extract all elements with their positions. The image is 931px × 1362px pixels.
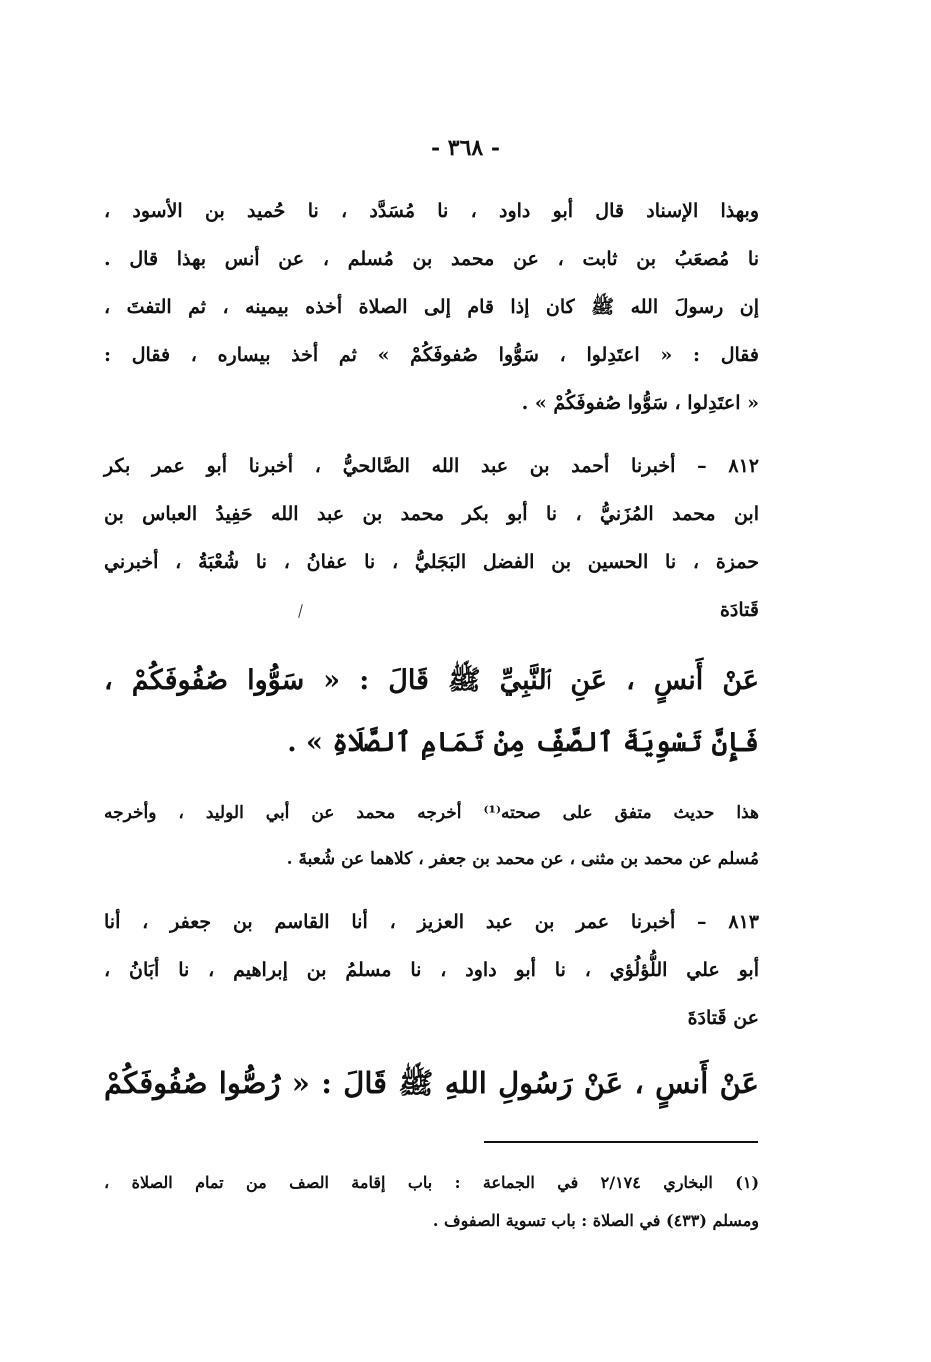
paragraph-hadith-812 — [104, 442, 759, 634]
footnotes — [104, 1164, 759, 1240]
hadith-line: فَإِنَّ تَسْوِيَةَ ٱلصَّفِّ مِنْ تَمَامِ ٱلصَّلَاةِ » . — [287, 727, 759, 758]
text-line: « اعتَدِلوا ، سَوُّوا صُفوفَكُمْ » . — [521, 392, 759, 414]
footnote-line: ومسلم (٤٣٣) في الصلاة : باب تسوية الصفوف . — [432, 1211, 759, 1230]
text-line: وبهذا الإسناد قال أبو داود ، نا مُسَدَّد ، نا حُميد بن الأسود ، — [104, 200, 759, 222]
paragraph-isnad-1 — [104, 187, 759, 427]
text-line: ابن محمد المُزَنيُّ ، نا أبو بكر محمد بن عبد الله حَفِيدُ العباس بن — [104, 503, 759, 525]
paragraph-hadith-813 — [104, 898, 759, 1042]
text-line: ٨١٣ – أخبرنا عمر بن عبد العزيز ، أنا القاسم بن جعفر ، أنا — [104, 911, 759, 933]
hadith-text-1 — [104, 650, 759, 774]
text-line: قَتادَة — [719, 599, 759, 621]
text-line: ٨١٢ – أخبرنا أحمد بن عبد الله الصَّالحيُّ ، أخبرنا أبو عمر بكر — [104, 455, 759, 477]
text-line: هذا حديث متفق على صحته⁽¹⁾ أخرجه محمد عن أبي الوليد ، وأخرجه — [104, 803, 760, 823]
footnote-separator — [484, 1141, 758, 1143]
hadith-text-2 — [104, 1048, 759, 1118]
hadith-line: عَنْ أَنسٍ ، عَنِ ٱلنَّبِيِّ ﷺ قَالَ : « سَوُّوا صُفُوفَكُمْ ، — [104, 665, 759, 696]
text-line: نا مُصعَبُ بن ثابت ، عن محمد بن مُسلم ، عن أنس بهذا قال . — [104, 248, 759, 270]
text-line: أبو علي اللُّؤلُؤي ، نا أبو داود ، نا مسلمُ بن إبراهيم ، نا أبَانُ ، — [104, 959, 759, 981]
page-number: - ٣٦٨ - — [430, 135, 501, 161]
footnote-line: (١) البخاري ٢/١٧٤ في الجماعة : باب إقامة الصف من تمام الصلاة ، — [104, 1173, 760, 1192]
text-line: فقال : « اعتَدِلوا ، سَوُّوا صُفوفَكُمْ » ثم أخذ بيساره ، فقال : — [104, 344, 759, 366]
hadith-line: عَنْ أَنسٍ ، عَنْ رَسُولِ اللهِ ﷺ قَالَ : « رُصُّوا صُفُوفَكُمْ — [104, 1066, 759, 1100]
text-line: حمزة ، نا الحسين بن الفضل البَجَليُّ ، نا عفانُ ، نا شُعْبَةُ ، أخبرني — [104, 551, 759, 573]
text-line: مُسلم عن محمد بن مثنى ، عن محمد بن جعفر ، كلاهما عن شُعبةَ . — [286, 849, 759, 869]
text-line: إن رسولَ الله ﷺ كان إذا قام إلى الصلاة أخذه بيمينه ، ثم التفتَ ، — [104, 296, 759, 318]
text-line: عن قَتادَةَ — [687, 1007, 759, 1029]
takhrij-note — [104, 790, 759, 882]
